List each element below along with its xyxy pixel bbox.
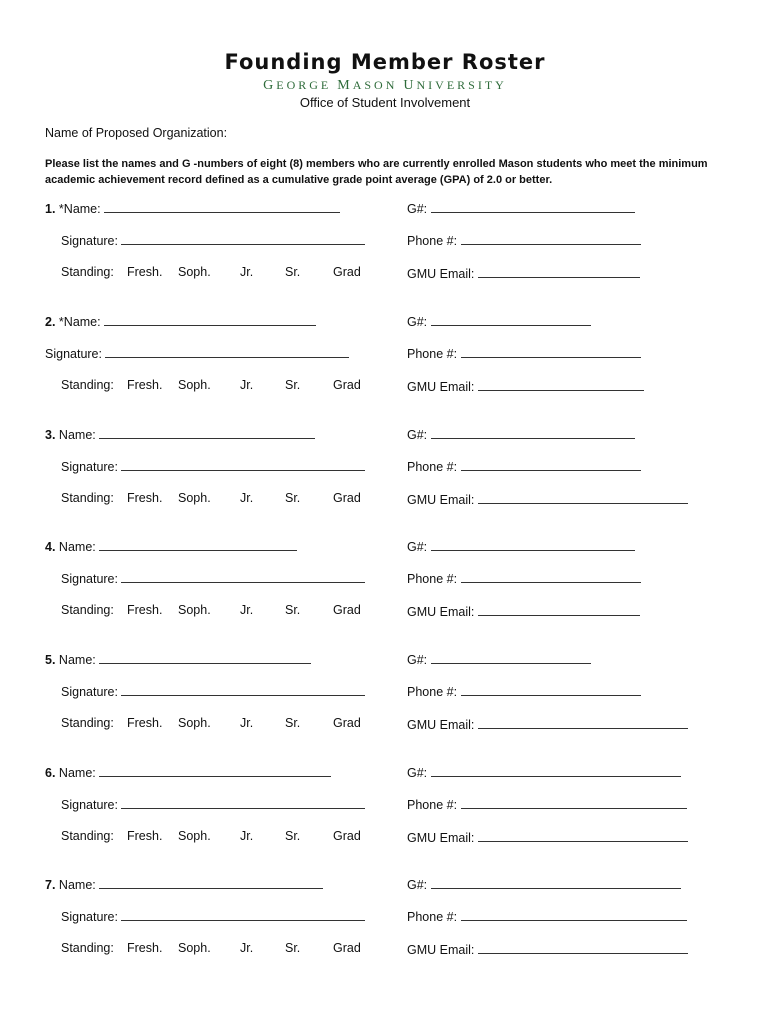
member-number: 5. [45, 653, 56, 667]
standing-label: Standing: [61, 491, 114, 505]
university-name: GEORGE MASON UNIVERSITY [263, 78, 507, 93]
phone-row [407, 232, 641, 248]
signature-label: Signature: [61, 572, 118, 586]
standing-option-grad[interactable]: Grad [333, 829, 361, 843]
signature-field[interactable] [121, 796, 365, 809]
signature-field[interactable] [121, 570, 365, 583]
email-label: GMU Email: [407, 718, 475, 732]
standing-option-jr[interactable]: Jr. [240, 265, 254, 279]
member-number: 7. [45, 878, 56, 892]
name-label: *Name: [58, 315, 101, 329]
phone-field[interactable] [461, 345, 641, 358]
phone-label: Phone #: [407, 234, 458, 248]
page-title: Founding Member Roster [224, 50, 546, 74]
standing-label: Standing: [61, 716, 114, 730]
email-row [407, 829, 688, 845]
standing-option-fresh[interactable]: Fresh. [127, 941, 163, 955]
name-field[interactable] [99, 651, 311, 664]
standing-option-fresh[interactable]: Fresh. [127, 491, 163, 505]
standing-label: Standing: [61, 603, 114, 617]
email-field[interactable] [478, 603, 640, 616]
gnumber-row [407, 313, 591, 329]
member-number: 3. [45, 428, 56, 442]
email-row [407, 716, 688, 732]
gnumber-row [407, 200, 635, 216]
standing-option-soph[interactable]: Soph. [178, 829, 211, 843]
email-field[interactable] [478, 491, 688, 504]
gnumber-field[interactable] [431, 200, 635, 213]
standing-option-sr[interactable]: Sr. [285, 941, 301, 955]
standing-option-jr[interactable]: Jr. [240, 941, 254, 955]
standing-option-grad[interactable]: Grad [333, 378, 361, 392]
signature-row [61, 232, 365, 248]
name-field[interactable] [99, 764, 331, 777]
phone-field[interactable] [461, 908, 687, 921]
email-row [407, 378, 644, 394]
standing-option-sr[interactable]: Sr. [285, 491, 301, 505]
name-label: Name: [58, 653, 96, 667]
gnumber-row [407, 651, 591, 667]
standing-option-jr[interactable]: Jr. [240, 829, 254, 843]
phone-field[interactable] [461, 570, 641, 583]
gnumber-field[interactable] [431, 764, 681, 777]
member-name-row [45, 764, 331, 780]
phone-row [407, 570, 641, 586]
email-field[interactable] [478, 378, 644, 391]
standing-label: Standing: [61, 265, 114, 279]
gnumber-label: G#: [407, 202, 428, 216]
email-label: GMU Email: [407, 605, 475, 619]
standing-option-soph[interactable]: Soph. [178, 491, 211, 505]
gnumber-label: G#: [407, 540, 428, 554]
signature-field[interactable] [105, 345, 349, 358]
gnumber-row [407, 426, 635, 442]
signature-label: Signature: [61, 460, 118, 474]
standing-label: Standing: [61, 941, 114, 955]
phone-label: Phone #: [407, 572, 458, 586]
phone-field[interactable] [461, 232, 641, 245]
standing-option-sr[interactable]: Sr. [285, 378, 301, 392]
phone-label: Phone #: [407, 685, 458, 699]
standing-option-sr[interactable]: Sr. [285, 716, 301, 730]
name-label: Name: [58, 878, 96, 892]
gnumber-row [407, 764, 681, 780]
standing-option-jr[interactable]: Jr. [240, 378, 254, 392]
email-row [407, 941, 688, 957]
email-field[interactable] [478, 265, 640, 278]
signature-field[interactable] [121, 232, 365, 245]
phone-row [407, 796, 687, 812]
standing-option-fresh[interactable]: Fresh. [127, 265, 163, 279]
signature-row [61, 570, 365, 586]
signature-label: Signature: [61, 910, 118, 924]
member-number: 1. [45, 202, 56, 216]
signature-row [61, 796, 365, 812]
signature-label: Signature: [61, 234, 118, 248]
phone-row [407, 458, 641, 474]
gnumber-label: G#: [407, 315, 428, 329]
gnumber-label: G#: [407, 428, 428, 442]
member-name-row [45, 538, 297, 554]
email-label: GMU Email: [407, 380, 475, 394]
standing-option-fresh[interactable]: Fresh. [127, 603, 163, 617]
member-name-row [45, 313, 316, 329]
member-name-row [45, 426, 315, 442]
standing-option-fresh[interactable]: Fresh. [127, 716, 163, 730]
standing-option-jr[interactable]: Jr. [240, 603, 254, 617]
gnumber-field[interactable] [431, 426, 635, 439]
phone-row [407, 683, 641, 699]
standing-option-fresh[interactable]: Fresh. [127, 378, 163, 392]
name-label: *Name: [58, 202, 101, 216]
email-field[interactable] [478, 829, 688, 842]
gnumber-row [407, 876, 681, 892]
email-field[interactable] [478, 941, 688, 954]
name-label: Name: [58, 428, 96, 442]
member-name-row [45, 876, 323, 892]
member-number: 6. [45, 766, 56, 780]
standing-option-fresh[interactable]: Fresh. [127, 829, 163, 843]
gnumber-field[interactable] [431, 876, 681, 889]
email-label: GMU Email: [407, 943, 475, 957]
email-label: GMU Email: [407, 831, 475, 845]
signature-row [61, 683, 365, 699]
signature-label: Signature: [61, 685, 118, 699]
standing-option-soph[interactable]: Soph. [178, 265, 211, 279]
phone-row [407, 908, 687, 924]
standing-option-soph[interactable]: Soph. [178, 716, 211, 730]
name-field[interactable] [99, 876, 323, 889]
signature-field[interactable] [121, 908, 365, 921]
standing-option-jr[interactable]: Jr. [240, 716, 254, 730]
member-number: 4. [45, 540, 56, 554]
phone-field[interactable] [461, 458, 641, 471]
standing-option-soph[interactable]: Soph. [178, 378, 211, 392]
phone-label: Phone #: [407, 910, 458, 924]
standing-option-soph[interactable]: Soph. [178, 941, 211, 955]
gnumber-label: G#: [407, 878, 428, 892]
instructions: Please list the names and G -numbers of eight (8) members who are currently enrolled Mason students who meet the minimum academic achievement record defined as a cumulative grade point average (GPA) of 2.0 or better. [45, 158, 708, 186]
standing-option-grad[interactable]: Grad [333, 265, 361, 279]
standing-option-sr[interactable]: Sr. [285, 603, 301, 617]
gnumber-field[interactable] [431, 651, 591, 664]
phone-row [407, 345, 641, 361]
signature-label: Signature: [61, 798, 118, 812]
name-field[interactable] [99, 538, 297, 551]
signature-field[interactable] [121, 458, 365, 471]
phone-field[interactable] [461, 683, 641, 696]
office-name: Office of Student Involvement [299, 95, 471, 110]
signature-row [45, 345, 349, 361]
email-row [407, 491, 688, 507]
member-name-row [45, 200, 340, 216]
gnumber-field[interactable] [431, 313, 591, 326]
standing-label: Standing: [61, 378, 114, 392]
email-row [407, 265, 640, 281]
name-field[interactable] [104, 200, 340, 213]
gnumber-field[interactable] [431, 538, 635, 551]
signature-row [61, 458, 365, 474]
member-name-row [45, 651, 311, 667]
signature-row [61, 908, 365, 924]
email-label: GMU Email: [407, 267, 475, 281]
name-label: Name: [58, 766, 96, 780]
standing-option-jr[interactable]: Jr. [240, 491, 254, 505]
gnumber-label: G#: [407, 653, 428, 667]
email-row [407, 603, 640, 619]
standing-option-grad[interactable]: Grad [333, 716, 361, 730]
phone-label: Phone #: [407, 798, 458, 812]
standing-option-grad[interactable]: Grad [333, 603, 361, 617]
standing-option-soph[interactable]: Soph. [178, 603, 211, 617]
name-field[interactable] [99, 426, 315, 439]
phone-field[interactable] [461, 796, 687, 809]
phone-label: Phone #: [407, 347, 458, 361]
org-name-label[interactable]: Name of Proposed Organization: [45, 126, 228, 140]
standing-label: Standing: [61, 829, 114, 843]
standing-option-grad[interactable]: Grad [333, 941, 361, 955]
signature-field[interactable] [121, 683, 365, 696]
name-label: Name: [58, 540, 96, 554]
standing-option-sr[interactable]: Sr. [285, 265, 301, 279]
gnumber-label: G#: [407, 766, 428, 780]
signature-label: Signature: [45, 347, 102, 361]
member-number: 2. [45, 315, 56, 329]
standing-option-grad[interactable]: Grad [333, 491, 361, 505]
email-field[interactable] [478, 716, 688, 729]
phone-label: Phone #: [407, 460, 458, 474]
standing-option-sr[interactable]: Sr. [285, 829, 301, 843]
email-label: GMU Email: [407, 493, 475, 507]
name-field[interactable] [104, 313, 316, 326]
gnumber-row [407, 538, 635, 554]
